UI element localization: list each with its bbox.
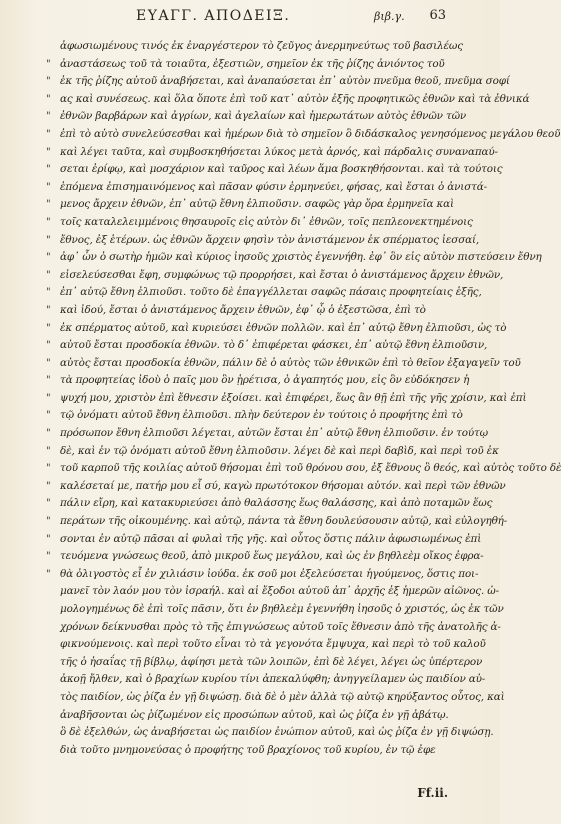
text-line — [46, 478, 506, 496]
text-body — [46, 38, 561, 759]
text-line — [60, 671, 486, 689]
text-line — [46, 179, 487, 197]
greek-text: ἀναστάσεως τοῦ τὰ τοιαῦτα, ἐξεστιῶν, σημεῖον ἐκ τῆς ῥίζης ἀνιόντος τοῦ — [60, 57, 445, 70]
text-line — [46, 443, 499, 461]
greek-text: φικνούμενοις. καὶ περὶ τοῦτο εἶναι τὸ τὰ γεγονότα ἔμψυχα, καὶ περὶ τὸ τοῦ καλοῦ — [60, 638, 486, 651]
quotation-margin-mark: " — [46, 58, 51, 70]
text-line — [46, 548, 484, 566]
text-line — [46, 249, 542, 267]
text-line — [46, 407, 463, 425]
text-line — [46, 390, 527, 408]
text-line — [60, 636, 486, 654]
text-line — [46, 56, 446, 74]
quotation-margin-mark: " — [46, 375, 51, 387]
text-line — [46, 425, 488, 443]
text-line — [46, 196, 454, 214]
text-line — [46, 232, 480, 250]
greek-text: πρόσωπον ἔθνη ἐλπιοῦσι λέγεται, αὐτῶν ἔσται ἐπ᾽ αὐτῷ ἔθνη ἐλπιοῦσιν. ἐν τούτῳ — [60, 427, 488, 440]
text-line — [46, 513, 508, 531]
greek-text: ἐπὶ τὸ αὐτὸ συνελεύσεσθαι καὶ ἡμέρων διὰ τὸ σημεῖον ὃ διδάσκαλος γενησόμενος μεγάλου θεοῦ — [60, 127, 561, 140]
page-number: 63 — [429, 8, 446, 23]
greek-text: καλέσεταί με, πατήρ μου εἶ σύ, καγὼ πρωτότοκον θήσομαι αὐτόν. καὶ περὶ τῶν ἐθνῶν — [60, 479, 506, 492]
text-line — [46, 73, 510, 91]
text-line — [46, 161, 503, 179]
greek-text: σεται ἐρίφῳ, καὶ μοσχάριον καὶ ταῦρος καὶ λέων ἅμα βοσκηθήσονται. καὶ τὰ τούτοις — [60, 163, 503, 176]
greek-text: τῷ ὀνόματι αὐτοῦ ἔθνη ἐλπιοῦσι. πλὴν δεύτερον ἐν τούτοις ὁ προφήτης ἐπὶ τὸ — [60, 409, 463, 422]
text-line — [46, 460, 561, 478]
book-section-label: βιβ.γ. — [374, 10, 405, 23]
text-line — [46, 531, 482, 549]
text-line — [60, 583, 499, 601]
greek-text: ἀφωσιωμένους τινός ἐκ ἐναργέστερον τὸ ζεῦγος ἀνερμηνεύτως τοῦ βασιλέως — [60, 40, 463, 52]
quotation-margin-mark: " — [46, 128, 51, 140]
text-line — [46, 284, 482, 302]
text-line — [46, 144, 498, 162]
greek-text: ἑπόμενα ἐπισημαινόμενος καὶ πᾶσαν φύσιν ἑρμηνεύει, φήσας, καὶ ἔσται ὁ ἀνιστά- — [60, 180, 487, 193]
text-line — [60, 689, 505, 707]
quotation-margin-mark: " — [46, 93, 51, 105]
greek-text: ἀναβῆσονται ὡς ῥίζωμένον εἰς προσώπων αὐτοῦ, καὶ ὡς ῥίζα ἐν γῇ ἀβάτῳ. — [60, 708, 449, 721]
quotation-margin-mark: " — [46, 111, 51, 123]
greek-text: ἔθνος, ἐξ ἑτέρων. ὡς ἐθνῶν ἄρχειν φησὶν τὸν ἀνιστάμενον ἐκ σπέρματος ἰεσσαί, — [60, 233, 480, 246]
quotation-margin-mark: " — [46, 269, 51, 281]
greek-text: περάτων τῆς οἰκουμένης. καὶ αὐτῷ, πάντα τὰ ἔθνη δουλεύσουσιν αὐτῷ, καὶ εὐλογηθή- — [60, 515, 508, 528]
quotation-margin-mark: " — [46, 146, 51, 158]
quotation-margin-mark: " — [46, 498, 51, 510]
greek-text: σονται ἐν αὐτῷ πᾶσαι αἱ φυλαὶ τῆς γῆς. καὶ οὗτος ὅστις πάλιν ἀφωσιωμένως ἐπὶ — [60, 532, 482, 545]
greek-text: ας καὶ συνέσεως. καὶ ὅλα ὅποτε ἐπὶ τοῦ κατ᾽ αὐτὸν ἐξῆς προφητικῶς ἐθνῶν καὶ τὰ ἐθνικά — [60, 92, 530, 105]
greek-text: δὲ, καὶ ἐν τῷ ὀνόματι αὐτοῦ ἔθνη ἐλπιοῦσιν. λέγει δὲ καὶ περὶ δαβὶδ, καὶ περὶ τοῦ ἐκ — [60, 444, 499, 457]
text-line — [60, 654, 483, 672]
greek-text: θὰ ὀλιγοστὸς εἶ ἐν χιλιάσιν ἰούδα. ἐκ σοῦ μοι ἐξελεύσεται ἡγούμενος, ὅστις ποι- — [60, 567, 479, 580]
greek-text: ἐκ σπέρματος αὐτοῦ, καὶ κυριεύσει ἐθνῶν πολλῶν. καὶ ἐπ᾽ αὐτῷ ἔθνη ἐλπιοῦσι, ὡς τὸ — [60, 321, 507, 334]
text-line — [46, 372, 470, 390]
quotation-margin-mark: " — [46, 357, 51, 369]
text-line — [46, 320, 507, 338]
text-line — [60, 601, 504, 619]
quotation-margin-mark: " — [46, 181, 51, 193]
quotation-margin-mark: " — [46, 392, 51, 404]
text-line — [46, 214, 473, 232]
greek-text: ἐκ τῆς ῥίζης αὐτοῦ ἀναβήσεται, καὶ ἀναπαύσεται ἐπ᾽ αὐτὸν πνεῦμα θεοῦ, πνεῦμα σοφί — [60, 75, 510, 88]
text-line — [60, 707, 449, 725]
quotation-margin-mark: " — [46, 445, 51, 457]
greek-text: μολογημένως δὲ ἐπὶ τοῖς πᾶσιν, ὅτι ἐν βηθλεὲμ ἐγεννήθη ἰησοῦς ὁ χριστός, ὡς ἐκ τῶν — [60, 603, 504, 615]
quotation-margin-mark: " — [46, 216, 51, 228]
greek-text: μανεῖ τὸν λαόν μου τὸν ἰσραήλ. καὶ αἱ ἔξοδοι αὐτοῦ ἀπ᾽ ἀρχῆς ἐξ ἡμερῶν αἰῶνος. ὡ- — [60, 585, 499, 598]
text-line — [46, 91, 530, 109]
text-line — [46, 267, 504, 285]
greek-text: πάλιν εἴρη, καὶ κατακυριεύσει ἀπὸ θαλάσσης ἕως θαλάσσης, καὶ ἀπὸ ποταμῶν ἕως — [60, 497, 493, 510]
greek-text: τὰ προφητείας ἰδοὺ ὁ παῖς μου ὃν ᾑρέτισα, ὁ ἀγαπητός μου, εἰς ὃν εὐδόκησεν ἡ — [60, 374, 470, 387]
quotation-margin-mark: " — [46, 516, 51, 528]
quotation-margin-mark: " — [46, 340, 51, 352]
quotation-margin-mark: " — [46, 568, 51, 580]
text-line — [46, 302, 446, 320]
greek-text: αὐτὸς ἔσται προσδοκία ἐθνῶν, πάλιν δὲ ὁ αὐτὸς τῶν ἐθνικῶν ἐπὶ τὸ θεῖον ἐξαγαγεῖν τοῦ — [60, 356, 521, 369]
greek-text: καὶ ἰδού, ἔσται ὁ ἀνιστάμενος ἄρχειν ἐθνῶν, ἐφ᾽ ᾧ ὁ ἐξεστῶσα, ἐπὶ τὸ — [60, 303, 426, 316]
quotation-margin-mark: " — [46, 410, 51, 422]
greek-text: αὐτοῦ ἔσται προσδοκία ἐθνῶν. τὸ δ᾽ ἐπιφέρεται φάσκει, ἐπ᾽ αὐτῷ ἔθνη ἐλπιοῦσιν, — [60, 339, 488, 352]
quotation-margin-mark: " — [46, 322, 51, 334]
greek-text: ἀφ᾽ ὧν ὁ σωτὴρ ἡμῶν καὶ κύριος ἰησοῦς χριστὸς ἐγεννήθη. ἐφ᾽ ὃν εἰς αὐτὸν πιστεύσειν ἔθνη — [60, 251, 542, 264]
text-line — [60, 742, 446, 760]
greek-text: τοῖς καταλελειμμένοις θησαυροῖς εἰς αὐτὸν δι᾽ ἐθνῶν, τοῖς πεπλεονεκτημένοις — [60, 215, 473, 228]
quotation-margin-mark: " — [46, 304, 51, 316]
quotation-margin-mark: " — [46, 551, 51, 563]
greek-text: χρόνων δείκνυσθαι πρὸς τὸ τῆς ἐπιγνώσεως αὐτοῦ τοῖς ἔθνεσιν ἀπὸ τῆς ἀνατολῆς ἀ- — [60, 620, 501, 633]
greek-text: ψυχή μου, χριστὸν ἐπὶ ἔθνεσιν ἐξοίσει. καὶ ἐπιφέρει, ἕως ἂν θῇ ἐπὶ τῆς γῆς χρίσιν, καὶ ἐπὶ — [60, 391, 527, 404]
quotation-margin-mark: " — [46, 76, 51, 88]
quotation-margin-mark: " — [46, 533, 51, 545]
running-header — [48, 8, 452, 30]
quotation-margin-mark: " — [46, 199, 51, 211]
quotation-margin-mark: " — [46, 234, 51, 246]
running-title: ΕΥΑΓΓ. ΑΠΟΔΕΙΞ. — [136, 8, 291, 24]
greek-text: καὶ λέγει ταῦτα, καὶ συμβοσκηθήσεται λύκος μετὰ ἀρνός, καὶ πάρδαλις συναναπαύ- — [60, 145, 498, 158]
greek-text: τοῦ καρποῦ τῆς κοιλίας αὐτοῦ θήσομαι ἐπὶ τοῦ θρόνου σου, ἐξ ἔθνους ὃ θεός, καὶ αὐτὸς τοῦτο δὲ — [60, 462, 561, 475]
text-line — [46, 337, 488, 355]
greek-text: ὃ δὲ ἐξελθών, ὡς ἀναβήσεται ὡς παιδίον ἐνώπιον αὐτοῦ, καὶ ὡς ῥίζα ἐν γῇ διψώσῃ. — [60, 726, 494, 739]
quotation-margin-mark: " — [46, 480, 51, 492]
greek-text: τῆς ὁ ἠσαΐας τῇ βίβλῳ, ἀφίησι μετὰ τῶν λοιπῶν, ἐπὶ δὲ λέγει, λέγει ὡς ὑπέρτερον — [60, 655, 483, 668]
text-line — [60, 619, 501, 637]
text-line — [46, 126, 561, 144]
greek-text: ἐπ᾽ αὐτῷ ἔθνη ἐλπιοῦσι. τοῦτο δὲ ἐπαγγέλλεται σαφῶς πάσαις προφητείαις ἑξῆς, — [60, 286, 482, 299]
greek-text: διὰ τοῦτο μνημονεύσας ὁ προφήτης τοῦ βραχίονος τοῦ κυρίου, ἐν τῷ ἐφε — [60, 743, 436, 756]
quotation-margin-mark: " — [46, 287, 51, 299]
greek-text: ἀκοῇ ἤλθεν, καὶ ὁ βραχίων κυρίου τίνι ἀπεκαλύφθη; ἀνηγγείλαμεν ὡς παιδίον αὐ- — [60, 673, 486, 686]
printer-signature-mark: Ff.ii. — [417, 786, 448, 800]
greek-text: εἰσελεύσεσθαι ἔφη, συμφώνως τῷ προρρήσει, καὶ ἔσται ὁ ἀνιστάμενος ἄρχειν ἐθνῶν, — [60, 268, 504, 281]
greek-text: τευόμενα γνώσεως θεοῦ, ἀπὸ μικροῦ ἕως μεγάλου, καὶ ὡς ἐν βηθλεὲμ οἴκος ἐφρα- — [60, 550, 484, 563]
quotation-margin-mark: " — [46, 428, 51, 440]
text-line — [46, 566, 479, 584]
text-line — [60, 724, 494, 742]
greek-text: ἐθνῶν βαρβάρων καὶ ἀγρίων, καὶ ἀγελαίων καὶ ἡμερωτάτων αὐτὸς ἐθνῶν τῶν — [60, 110, 467, 123]
quotation-margin-mark: " — [46, 164, 51, 176]
text-line — [46, 495, 493, 513]
quotation-margin-mark: " — [46, 252, 51, 264]
text-line — [46, 355, 521, 373]
greek-text: τὸς παιδίον, ὡς ῥίζα ἐν γῇ διψώσῃ. διὰ δὲ ὁ μὲν ἀλλὰ τῷ αὐτῷ κηρύξαντος οὗτος, καὶ — [60, 690, 505, 703]
greek-text: μενος ἄρχειν ἐθνῶν, ἐπ᾽ αὐτῷ ἔθνη ἐλπιοῦσιν. σαφῶς γὰρ ὅρα ἐρμηνεῖα καὶ — [60, 198, 454, 211]
quotation-margin-mark: " — [46, 463, 51, 475]
text-line — [46, 108, 467, 126]
text-line — [60, 38, 463, 56]
